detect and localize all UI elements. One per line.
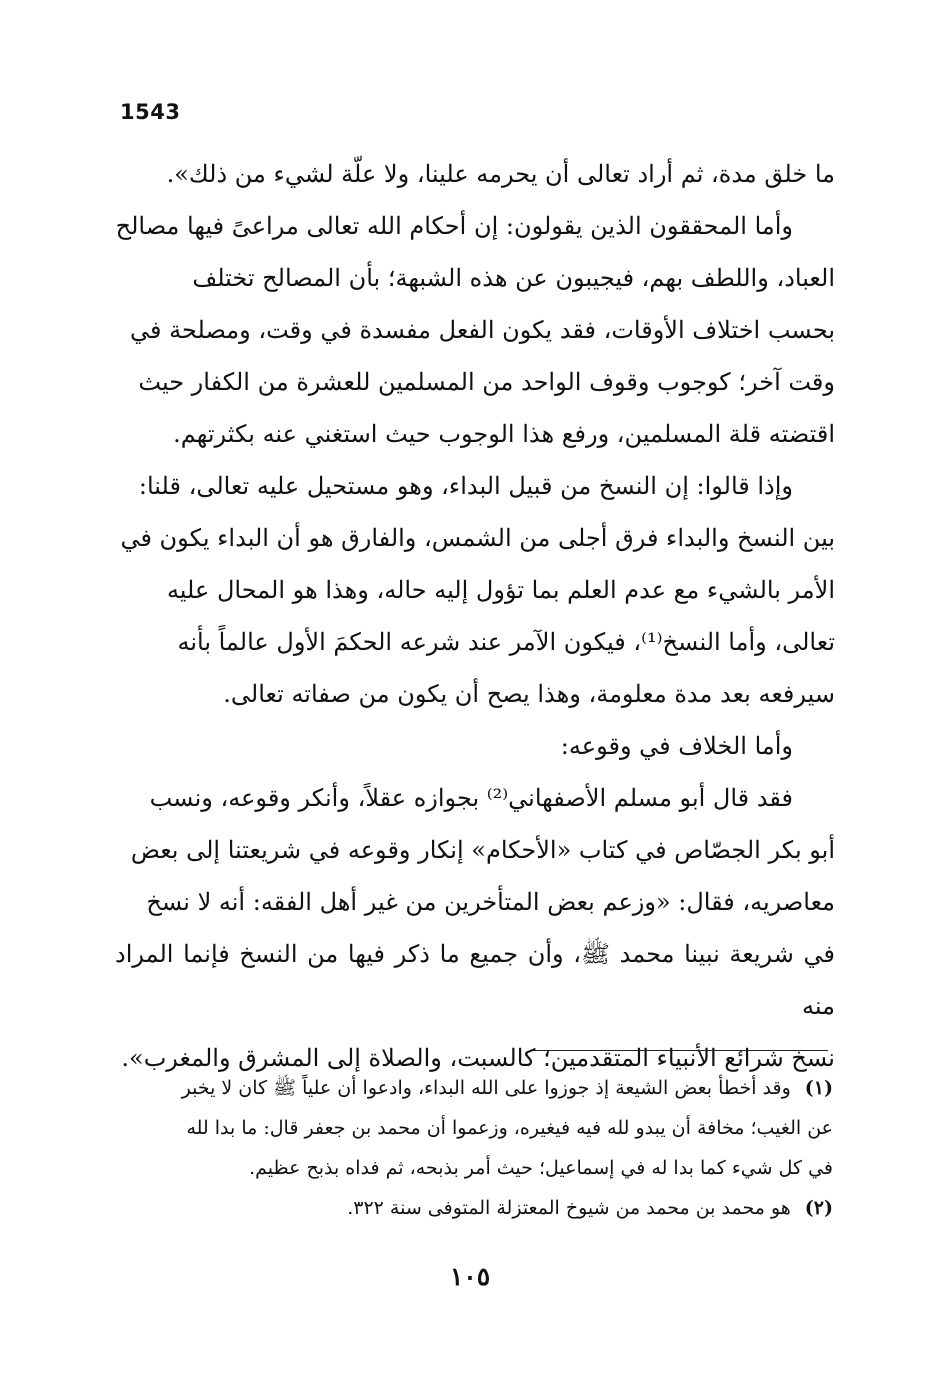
paragraph-3: وإذا قالوا: إن النسخ من قبيل البداء، وهو مستحيل عليه تعالى، قلنا: بين النسخ والبداء فرق أجلى من الشمس، والفارق هو أن البداء يكون في الأمر بالشيء مع عدم العلم بما تؤول إليه حاله، وهذا هو المحال عليه تعالى، وأما النسخ⁽¹⁾، فيكون الآمر عند شرعه الحكمَ الأول عالماً بأنه سيرفعه بعد مدة معلومة، وهذا يصح أن يكون من صفاته تعالى. xyxy=(120,472,835,708)
paragraph-2: وأما المحققون الذين يقولون: إن أحكام الله تعالى مراعىً فيها مصالح العباد، واللطف بهم، فيجيبون عن هذه الشبهة؛ بأن المصالح تختلف بحسب اختلاف الأوقات، فقد يكون الفعل مفسدة في وقت، ومصلحة في وقت آخر؛ كوجوب وقوف الواحد من المسلمين للعشرة من الكفار حيث اقتضته قلة المسلمين، ورفع هذا الوجوب حيث استغني عنه بكثرتهم. xyxy=(115,212,835,448)
footnotes xyxy=(118,1068,833,1228)
file-number: 1543 xyxy=(120,100,181,124)
footnote-2 xyxy=(118,1188,833,1228)
footnote-1-marker: (١) xyxy=(804,1077,833,1099)
paragraph-4: وأما الخلاف في وقوعه: xyxy=(560,732,793,760)
footnote-2-marker: (٢) xyxy=(804,1197,833,1219)
main-text xyxy=(115,148,835,1084)
footnote-separator xyxy=(532,1050,828,1051)
footnote-2-text: هو محمد بن محمد من شيوخ المعتزلة المتوفى سنة ٣٢٢. xyxy=(347,1197,791,1219)
paragraph-5: فقد قال أبو مسلم الأصفهاني⁽²⁾ بجوازه عقلاً، وأنكر وقوعه، ونسب أبو بكر الجصّاص في كتاب «الأحكام» إنكار وقوعه في شريعتنا إلى بعض معاصريه، فقال: «وزعم بعض المتأخرين من غير أهل الفقه: أنه لا نسخ في شريعة نبينا محمد ﷺ، وأن جميع ما ذكر فيها من النسخ فإنما المراد منه نسخ شرائع الأنبياء المتقدمين؛ كالسبت، والصلاة إلى المشرق والمغرب». xyxy=(115,784,835,1072)
footnote-1 xyxy=(118,1068,833,1188)
paragraph-1: ما خلق مدة، ثم أراد تعالى أن يحرمه علينا، ولا علّة لشيء من ذلك». xyxy=(166,160,835,188)
page-number: ١٠٥ xyxy=(449,1262,491,1291)
footnote-1-text: وقد أخطأ بعض الشيعة إذ جوزوا على الله البداء، وادعوا أن علياً ﷺ كان لا يخبر عن الغيب؛ مخافة أن يبدو لله فيه فيغيره، وزعموا أن محمد بن جعفر قال: ما بدا لله في كل شيء كما بدا له في إسماعيل؛ حيث أمر بذبحه، ثم فداه بذبح عظيم. xyxy=(181,1077,833,1179)
